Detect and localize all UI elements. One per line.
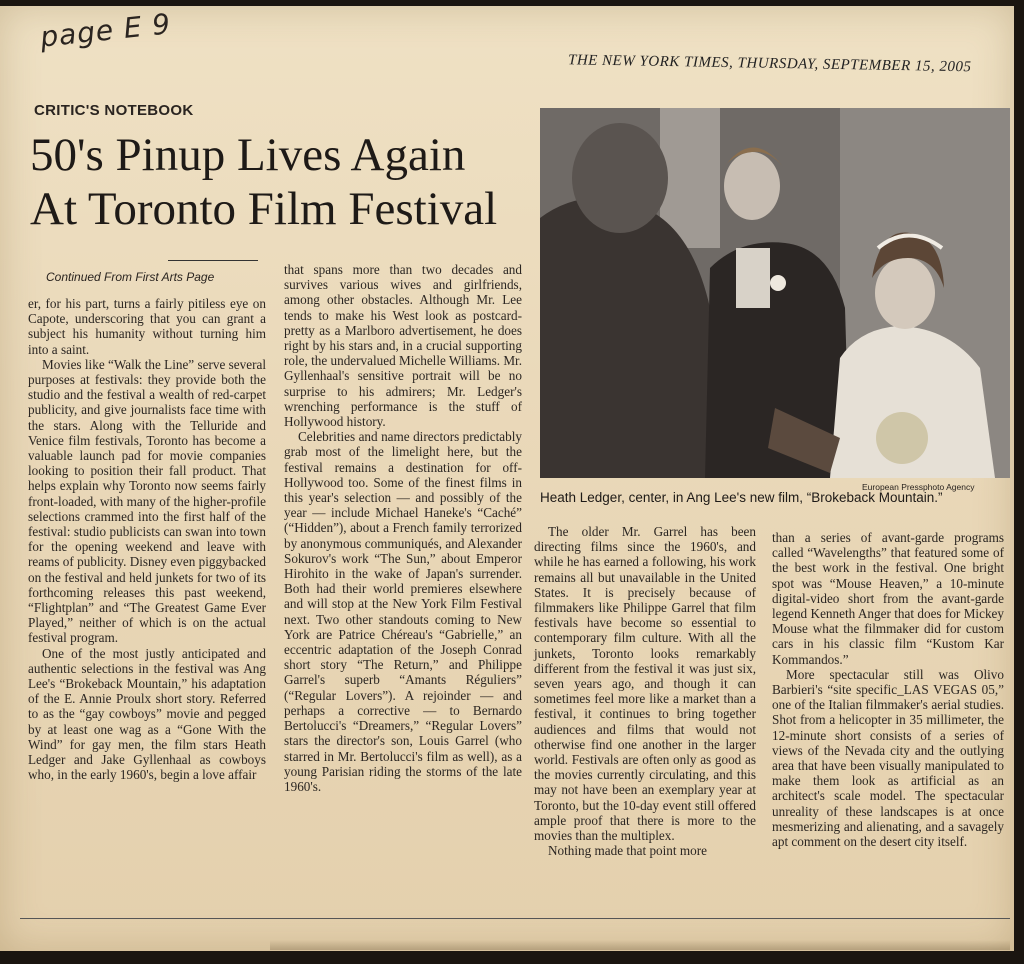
headline (30, 128, 540, 236)
photo-illustration (540, 108, 1010, 478)
paper-fold (270, 940, 1010, 950)
article-column-3 (534, 524, 756, 858)
paragraph: Nothing made that point more (548, 843, 707, 859)
paragraph: Celebrities and name directors predictably grab most of the limelight here, but the festival remains a destination for off-Hollywood too. Some of the finest films in this year's selection — and possibly of the year — include Michael Haneke's “Caché” (“Hidden”), about a French family terrorized by anonymous communiqués, and Alexander Sokurov's work “The Sun,” about Emperor Hirohito in the wake of Japan's surrender. Both had their world premieres elsewhere and will stop at the New York Film Festival next. Two other standouts coming to New York are Patrice Chéreau's “Gabrielle,” an eccentric adaptation of the Joseph Conrad short story “The Return,” and Philippe Garrel's superb “Amants Réguliers” (“Regular Lovers”). A rejoinder — and perhaps a corrective — to Bernardo Bertolucci's “Dreamers,” “Regular Lovers” stars the director's son, Louis Garrel (who starred in Mr. Bertolucci's film as well), as a young Parisian riding the storms of the late 1960's. (284, 429, 522, 794)
dateline: THE NEW YORK TIMES, THURSDAY, SEPTEMBER 15, 2005 (567, 52, 972, 76)
paragraph: One of the most justly anticipated and authentic selections in the festival was Ang Lee's “Brokeback Mountain,” his adaptation of the E. Annie Proulx short story. Referred to as the “gay cowboys” movie and pegged by at least one wag as a “Gone With the Wind” for gay men, the film stars Heath Ledger and Jake Gyllenhaal as cowboys who, in the early 1960's, begin a love affair (28, 645, 266, 783)
paragraph: than a series of avant-garde programs called “Wavelengths” that featured some of the best work in the festival. One bright spot was “Mouse Heaven,” a 10-minute digital-video short from the avant-garde legend Kenneth Anger that does for Mickey Mouse what the filmmaker did for custom cars in his classic film “Kustom Kar Kommandos.” (772, 530, 1004, 667)
article-column-1 (28, 296, 266, 783)
article-column-4 (772, 530, 1004, 849)
paragraph: The older Mr. Garrel has been directing films since the 1960's, and while he has earned a following, his work remains all but unavailable in the United States. It is precisely because of filmmakers like Philippe Garrel that film festivals have become so essential to contemporary film culture. With all the junkets, Toronto looks remarkably different from the festival it was just six, seven years ago, and though it can sometimes feel more like a market than a festival, it continues to bring together audiences and films that would not otherwise find one another in the larger world. Festivals are often only as good as the movies currently circulating, and this may not have been an exemplary year at Toronto, but the 10-day event still offered ample proof that there is more to the movies than the multiplex. (534, 524, 756, 844)
article-column-2 (284, 262, 522, 794)
section-kicker: CRITIC'S NOTEBOOK (34, 102, 194, 119)
photo-credit: European Pressphoto Agency (862, 482, 975, 492)
continued-note: Continued From First Arts Page (46, 270, 215, 284)
headline-line-1: 50's Pinup Lives Again (30, 129, 466, 181)
handwritten-page-note: page E 9 (38, 7, 173, 54)
paragraph: More spectacular still was Olivo Barbieri's “site specific_LAS VEGAS 05,” one of the Italian filmmaker's aerial studies. Shot from a helicopter in 35 millimeter, the 12-minute short consists of a series of views of the Nevada city and the outlying area that have been visually manipulated to make them look as artificial as an architect's scale model. The spectacular unreality of these landscapes is at once mesmerizing and alienating, and a savagely apt comment on the desert city itself. (772, 666, 1004, 850)
bottom-rule (20, 918, 1010, 919)
paragraph: er, for his part, turns a fairly pitiless eye on Capote, underscoring that you can grant a subject his humanity without turning him into a saint. (28, 296, 266, 357)
headline-line-2: At Toronto Film Festival (30, 183, 498, 235)
film-still-photo (540, 108, 1010, 478)
paragraph: that spans more than two decades and survives various wives and girlfriends, among other obstacles. Although Mr. Lee tends to make his West look as postcard-pretty as a Marlboro advertisement, he does right by his stars and, in a crucial supporting role, the undervalued Michelle Williams. Mr. Gyllenhaal's sensitive portrait will be no surprise to his admirers; Mr. Ledger's wrenching performance is the stuff of Hollywood history. (284, 262, 523, 430)
headline-rule (168, 260, 258, 261)
paragraph: Movies like “Walk the Line” serve several purposes at festivals: they provide both the studio and the festival a wealth of red-carpet publicity, and give journalists face time with the stars. Along with the Telluride and Venice film festivals, Toronto has become a valuable launch pad for movie companies looking to position their fall product. That helps explain why Toronto now seems fairly front-loaded, with many of the higher-profile selections crammed into the first half of the festival: studio publicists can swan into town for the opening weekend and leave with reams of publicity. Disney even piggybacked on the festival and held junkets for two of its forthcoming releases this past weekend, “Flightplan” and “The Greatest Game Ever Played,” neither of which is on the actual festival program. (28, 356, 266, 646)
photo-caption: Heath Ledger, center, in Ang Lee's new film, “Brokeback Mountain.” (540, 490, 943, 505)
